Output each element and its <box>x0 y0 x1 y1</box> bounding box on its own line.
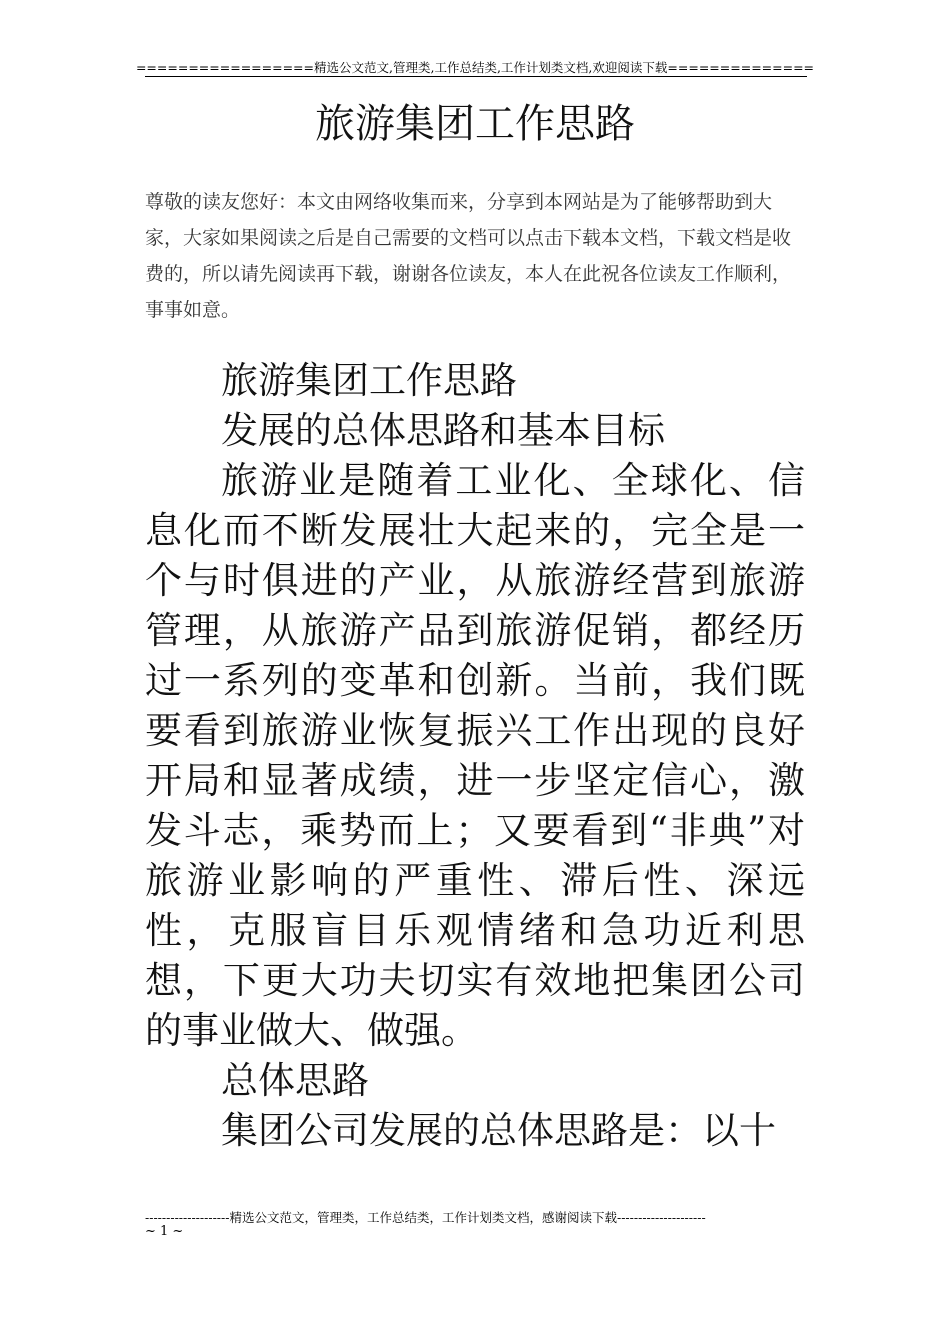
footer-banner: --------------------精选公文范文，管理类，工作总结类，工作计划类文档，感谢阅读下载--------------------- <box>145 1210 706 1225</box>
body-heading-goals: 发展的总体思路和基本目标 <box>221 409 665 452</box>
document-body <box>145 356 805 1156</box>
body-paragraph: 集团公司发展的总体思路是：以十 <box>221 1109 776 1152</box>
header-divider <box>145 76 807 77</box>
reader-notice: 尊敬的读友您好：本文由网络收集而来，分享到本网站是为了能够帮助到大家，大家如果阅读之后是自己需要的文档可以点击下载本文档，下载文档是收费的，所以请先阅读再下载，谢谢各位读友，本人在此祝各位读友工作顺利，事事如意。 <box>145 191 792 321</box>
body-heading-overall: 总体思路 <box>221 1059 369 1102</box>
body-heading-title: 旅游集团工作思路 <box>221 359 517 402</box>
page-number: ~ 1 ~ <box>145 1224 184 1239</box>
header-banner: =================精选公文范文,管理类,工作总结类,工作计划类文档,欢迎阅读下载============== <box>135 60 815 75</box>
document-title: 旅游集团工作思路 <box>315 101 635 147</box>
body-paragraph: 旅游业是随着工业化、全球化、信息化而不断发展壮大起来的，完全是一个与时俱进的产业，从旅游经营到旅游管理，从旅游产品到旅游促销，都经历过一系列的变革和创新。当前，我们既要看到旅游业恢复振兴工作出现的良好开局和显著成绩，进一步坚定信心，激发斗志，乘势而上；又要看到“非典”对旅游业影响的严重性、滞后性、深远性，克服盲目乐观情绪和急功近利思想，下更大功夫切实有效地把集团公司的事业做大、做强。 <box>145 459 805 1052</box>
